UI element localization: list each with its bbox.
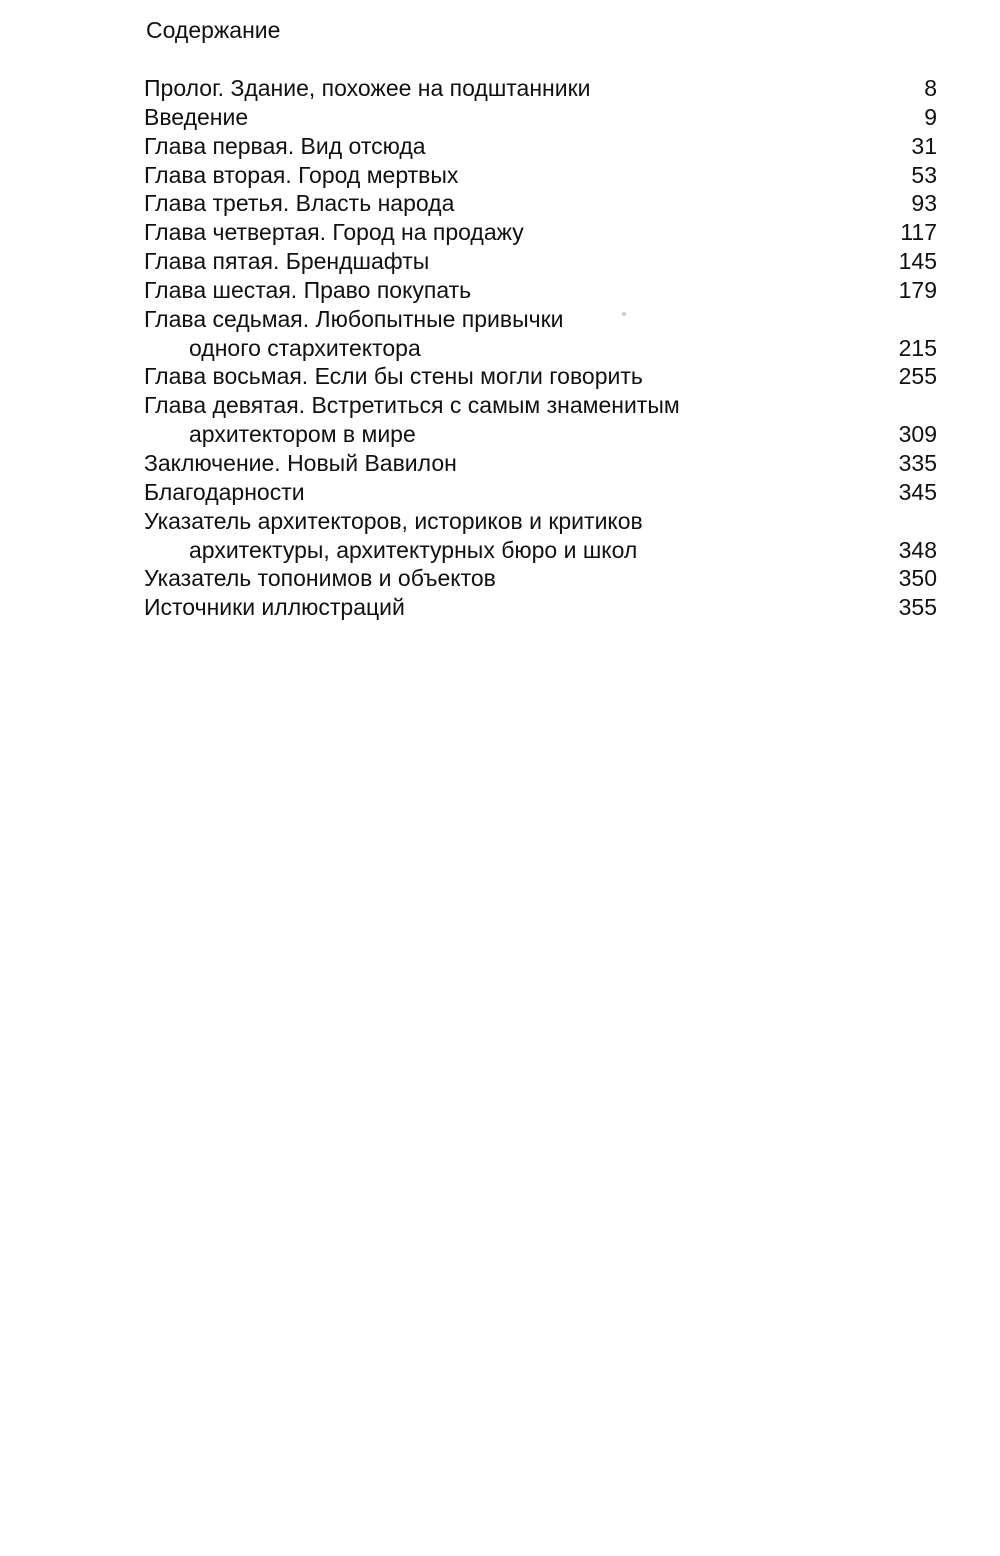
toc-entry-continuation	[144, 420, 937, 449]
toc-entry	[144, 507, 937, 536]
toc-entry-page: 117	[900, 219, 937, 246]
toc-entry	[144, 478, 937, 507]
toc-entry	[144, 103, 937, 132]
toc-entry-title: Глава третья. Власть народа	[144, 190, 455, 217]
toc-entry	[144, 391, 937, 420]
toc-entry-page: 53	[911, 161, 937, 188]
toc-entry	[144, 74, 937, 103]
toc-entry-title: Глава шестая. Право покупать	[144, 276, 472, 303]
toc-entry	[144, 362, 937, 391]
toc-entry-page: 348	[898, 536, 937, 563]
toc-list	[144, 74, 937, 622]
toc-entry	[144, 305, 937, 334]
toc-entry-page: 31	[911, 132, 937, 159]
toc-entry-title: архитектором в мире	[189, 421, 416, 448]
toc-entry-continuation	[144, 536, 937, 565]
toc-entry-title: архитектуры, архитектурных бюро и школ	[189, 536, 638, 563]
toc-entry-page: 8	[924, 75, 937, 101]
toc-entry	[144, 276, 937, 305]
toc-entry-page: 350	[898, 565, 937, 592]
toc-entry-page: 335	[898, 449, 937, 476]
toc-entry-page: 179	[898, 276, 937, 303]
toc-entry-title: одного стархитектора	[189, 334, 421, 361]
toc-entry-page: 215	[898, 334, 937, 361]
toc-heading: Содержание	[146, 17, 281, 43]
toc-entry-title: Источники иллюстраций	[144, 594, 405, 621]
toc-entry	[144, 132, 937, 161]
toc-entry-title: Глава седьмая. Любопытные привычки	[144, 305, 564, 332]
toc-entry	[144, 593, 937, 622]
toc-entry	[144, 564, 937, 593]
toc-entry-page: 145	[898, 248, 937, 275]
toc-entry-title: Указатель архитекторов, историков и критиков	[144, 507, 643, 534]
toc-entry-title: Указатель топонимов и объектов	[144, 565, 496, 592]
toc-entry-title: Глава первая. Вид отсюда	[144, 132, 426, 159]
toc-entry-page: 255	[898, 363, 937, 390]
print-speck	[622, 312, 626, 316]
toc-entry-continuation	[144, 334, 937, 363]
toc-entry-title: Глава девятая. Встретиться с самым знаменитым	[144, 392, 680, 419]
toc-entry-title: Заключение. Новый Вавилон	[144, 449, 457, 476]
toc-entry-page: 93	[911, 190, 937, 217]
toc-entry	[144, 218, 937, 247]
toc-entry-page: 355	[898, 594, 937, 621]
toc-entry-title: Глава пятая. Брендшафты	[144, 248, 430, 275]
toc-entry-title: Глава четвертая. Город на продажу	[144, 219, 524, 246]
toc-entry-title: Глава восьмая. Если бы стены могли говорить	[144, 363, 643, 390]
toc-entry-title: Благодарности	[144, 478, 305, 505]
toc-entry	[144, 161, 937, 190]
toc-entry	[144, 247, 937, 276]
toc-entry-page: 309	[898, 421, 937, 448]
toc-entry-page: 345	[898, 478, 937, 505]
toc-entry-title: Глава вторая. Город мертвых	[144, 161, 459, 188]
toc-entry-page: 9	[924, 103, 937, 130]
toc-entry	[144, 189, 937, 218]
toc-entry-title: Введение	[144, 103, 249, 130]
toc-entry	[144, 449, 937, 478]
toc-entry-title: Пролог. Здание, похожее на подштанники	[144, 75, 591, 101]
